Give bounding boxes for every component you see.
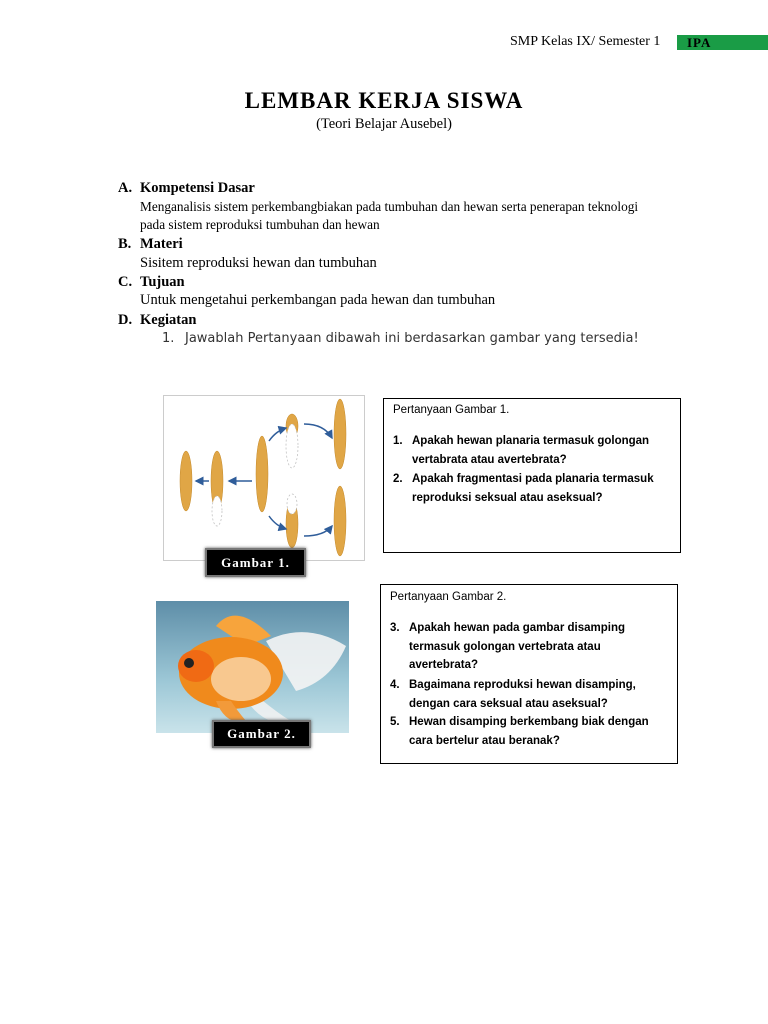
- question-number: 5.: [390, 716, 400, 728]
- figure-2-label: Gambar 2.: [212, 720, 311, 748]
- section-b-heading: Materi: [140, 236, 183, 252]
- subject-badge: IPA: [677, 35, 768, 50]
- question-text: Hewan disamping berkembang biak dengan cara bertelur atau beranak?: [409, 716, 649, 747]
- goldfish-image: [156, 601, 349, 733]
- question-item: [390, 676, 669, 713]
- question-item: [390, 713, 669, 750]
- question-box-2: [380, 584, 678, 764]
- section-b-letter: B.: [118, 236, 132, 252]
- section-d-letter: D.: [118, 312, 133, 328]
- section-c-line: Untuk mengetahui perkembangan pada hewan dan tumbuhan: [140, 292, 496, 308]
- question-number: 1.: [393, 435, 403, 447]
- section-b-line: Sisitem reproduksi hewan dan tumbuhan: [140, 255, 377, 271]
- question-box-1: [383, 398, 681, 553]
- section-c-letter: C.: [118, 274, 133, 290]
- goldfish-illustration: [156, 601, 349, 733]
- question-number: 3.: [390, 622, 400, 634]
- question-text: Apakah hewan pada gambar disamping termasuk golongan vertebrata atau avertebrata?: [409, 622, 625, 671]
- section-d-heading: Kegiatan: [140, 312, 197, 328]
- section-a-line: pada sistem reproduksi tumbuhan dan hewan: [140, 217, 380, 232]
- planaria-image: [163, 395, 365, 561]
- figure-1-label: Gambar 1.: [205, 548, 306, 577]
- question-text: Apakah fragmentasi pada planaria termasuk reproduksi seksual atau aseksual?: [412, 473, 654, 504]
- question-item: [393, 470, 672, 507]
- section-a-heading: Kompetensi Dasar: [140, 180, 255, 196]
- page-title: LEMBAR KERJA SISWA: [244, 88, 524, 113]
- question-text: Apakah hewan planaria termasuk golongan vertabrata atau avertebrata?: [412, 435, 650, 466]
- page-subtitle: (Teori Belajar Ausebel): [316, 116, 452, 132]
- question-number: 4.: [390, 679, 400, 691]
- course-info: SMP Kelas IX/ Semester 1: [510, 34, 661, 49]
- question-box-heading: Pertanyaan Gambar 2.: [390, 591, 507, 603]
- section-a-letter: A.: [118, 180, 133, 196]
- question-item: [393, 432, 672, 469]
- question-box-heading: Pertanyaan Gambar 1.: [393, 404, 510, 416]
- section-c-heading: Tujuan: [140, 274, 185, 290]
- activity-text: Jawablah Pertanyaan dibawah ini berdasarkan gambar yang tersedia!: [185, 331, 639, 346]
- planaria-illustration: [164, 396, 364, 560]
- question-text: Bagaimana reproduksi hewan disamping, dengan cara seksual atau aseksual?: [409, 679, 636, 710]
- question-number: 2.: [393, 473, 403, 485]
- activity-number: 1.: [162, 331, 175, 346]
- question-item: [390, 619, 669, 675]
- section-a-line: Menganalisis sistem perkembangbiakan pada tumbuhan dan hewan serta penerapan teknologi: [140, 199, 639, 214]
